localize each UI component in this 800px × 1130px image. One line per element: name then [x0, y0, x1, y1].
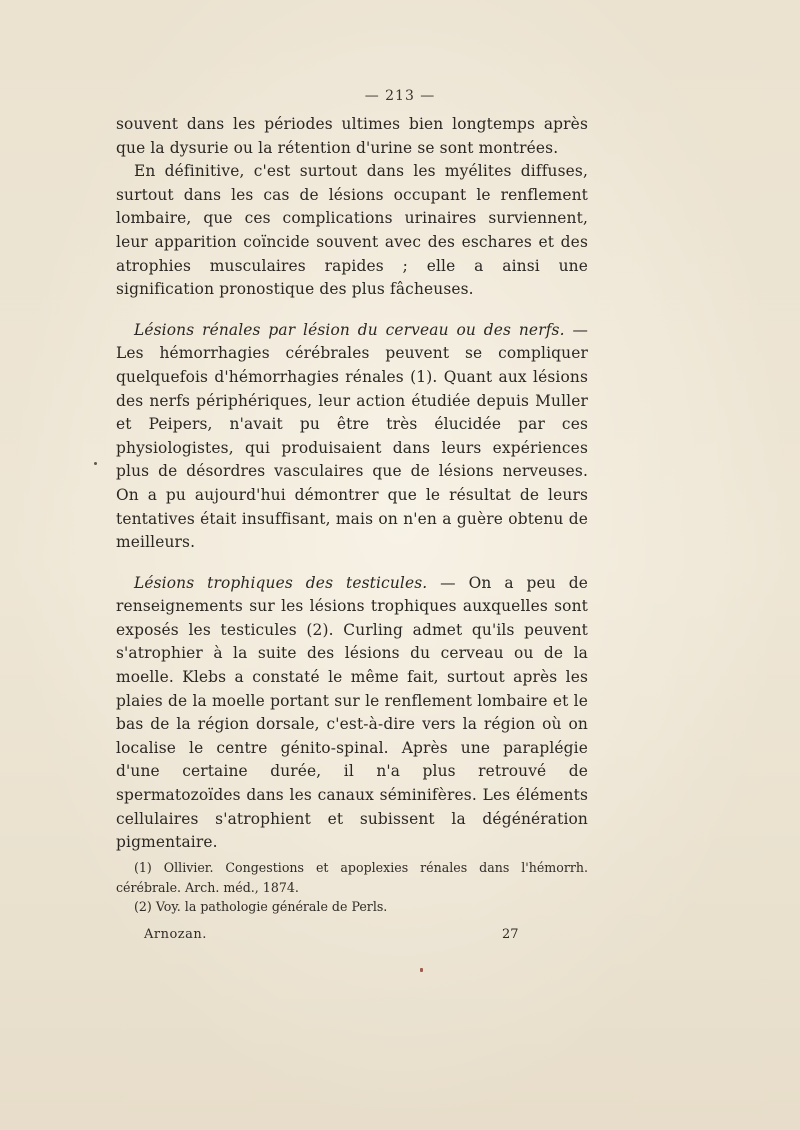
- ink-speck: [420, 968, 423, 972]
- section-testicules: [116, 572, 588, 855]
- paragraph-text: — Les hémorrhagies cérébrales peuvent se compliquer quelquefois d'hémorrhagies rénales (1). Quant aux lésions des nerfs périphériques, leur action étudiée depuis Muller et Peipers, n'avait pu être très élucidée par ces physiologistes, qui produisaient dans leurs expériences plus de désordres vasculaires que de lésions nerveuses. On a pu aujourd'hui démontrer que le résultat de leurs tentatives était insuffisant, mais on n'en a guère obtenu de meilleurs.: [116, 320, 588, 552]
- section-title: Lésions trophiques des testicules.: [134, 573, 428, 592]
- paragraph-text: souvent dans les périodes ultimes bien longtemps après que la dysurie ou la rétention d'urine se sont montrées.: [116, 115, 588, 157]
- section-renal: [116, 319, 588, 555]
- page-number: — 213 —: [364, 88, 436, 104]
- ink-speck: [94, 462, 97, 465]
- footnote: (1) Ollivier. Congestions et apoplexies rénales dans l'hémorrh. cérébrale. Arch. méd., 1874.: [116, 860, 588, 895]
- paragraph: [116, 113, 588, 160]
- body-text: [116, 113, 588, 855]
- section-title: Lésions rénales par lésion du cerveau ou des nerfs.: [134, 320, 565, 339]
- paragraph: [116, 160, 588, 302]
- footnotes: [116, 858, 588, 917]
- paragraph-text: En définitive, c'est surtout dans les myélites diffuses, surtout dans les cas de lésions occupant le renflement lombaire, que ces complications urinaires surviennent, leur apparition coïncide souvent avec des eschares et des atrophies musculaires rapides ; elle a ainsi une signification pronostique des plus fâcheuses.: [116, 162, 588, 299]
- signature-author: Arnozan.: [144, 927, 207, 942]
- paragraph-text: — On a peu de renseignements sur les lésions trophiques auxquelles sont exposés les testicules (2). Curling admet qu'ils peuvent s'atrophier à la suite des lésions du cerveau ou de la moelle. Klebs a constaté le même fait, surtout après les plaies de la moelle portant sur le renflement lombaire et le bas de la région dorsale, c'est-à-dire vers la région où on localise le centre génito-spinal. Après une paraplégie d'une certaine durée, il n'a plus retrouvé de spermatozoïdes dans les canaux séminifères. Les éléments cellulaires s'atrophient et subissent la dégénération pigmentaire.: [116, 573, 588, 852]
- footnote: (2) Voy. la pathologie générale de Perls.: [134, 899, 388, 914]
- signature-sheet-number: 27: [502, 927, 519, 942]
